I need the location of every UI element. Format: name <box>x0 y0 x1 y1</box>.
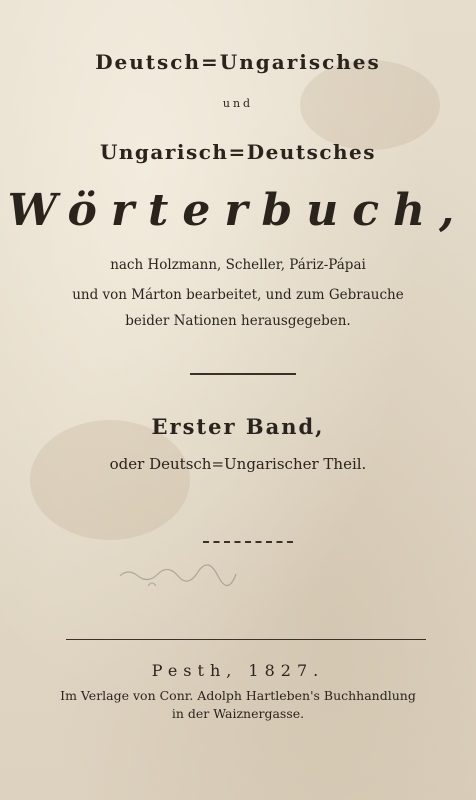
imprint-publisher-line-1: Im Verlage von Conr. Adolph Hartleben's Buchhandlung <box>60 688 416 703</box>
subtitle-line-1: nach Holzmann, Scheller, Páriz-Pápai <box>110 257 366 273</box>
volume-title: Erster Band, <box>151 414 325 439</box>
main-title: Wörterbuch, <box>7 185 469 236</box>
part-title: oder Deutsch=Ungarischer Theil. <box>109 455 367 473</box>
imprint-publisher-line-2: in der Waiznergasse. <box>171 706 305 721</box>
subtitle-line-3: beider Nationen herausgegeben. <box>125 313 351 329</box>
imprint-rule <box>66 639 426 640</box>
ornamental-divider <box>190 373 296 375</box>
title-line-2: Ungarisch=Deutsches <box>99 140 377 164</box>
title-line-1: Deutsch=Ungarisches <box>95 50 381 74</box>
imprint-place-date: Pesth, 1827. <box>151 661 325 680</box>
subtitle-line-2: und von Márton bearbeitet, und zum Gebrauche <box>72 287 404 303</box>
ornamental-divider <box>203 541 293 543</box>
title-conjunction: und <box>222 97 254 110</box>
faded-handwriting-mark <box>118 562 238 592</box>
